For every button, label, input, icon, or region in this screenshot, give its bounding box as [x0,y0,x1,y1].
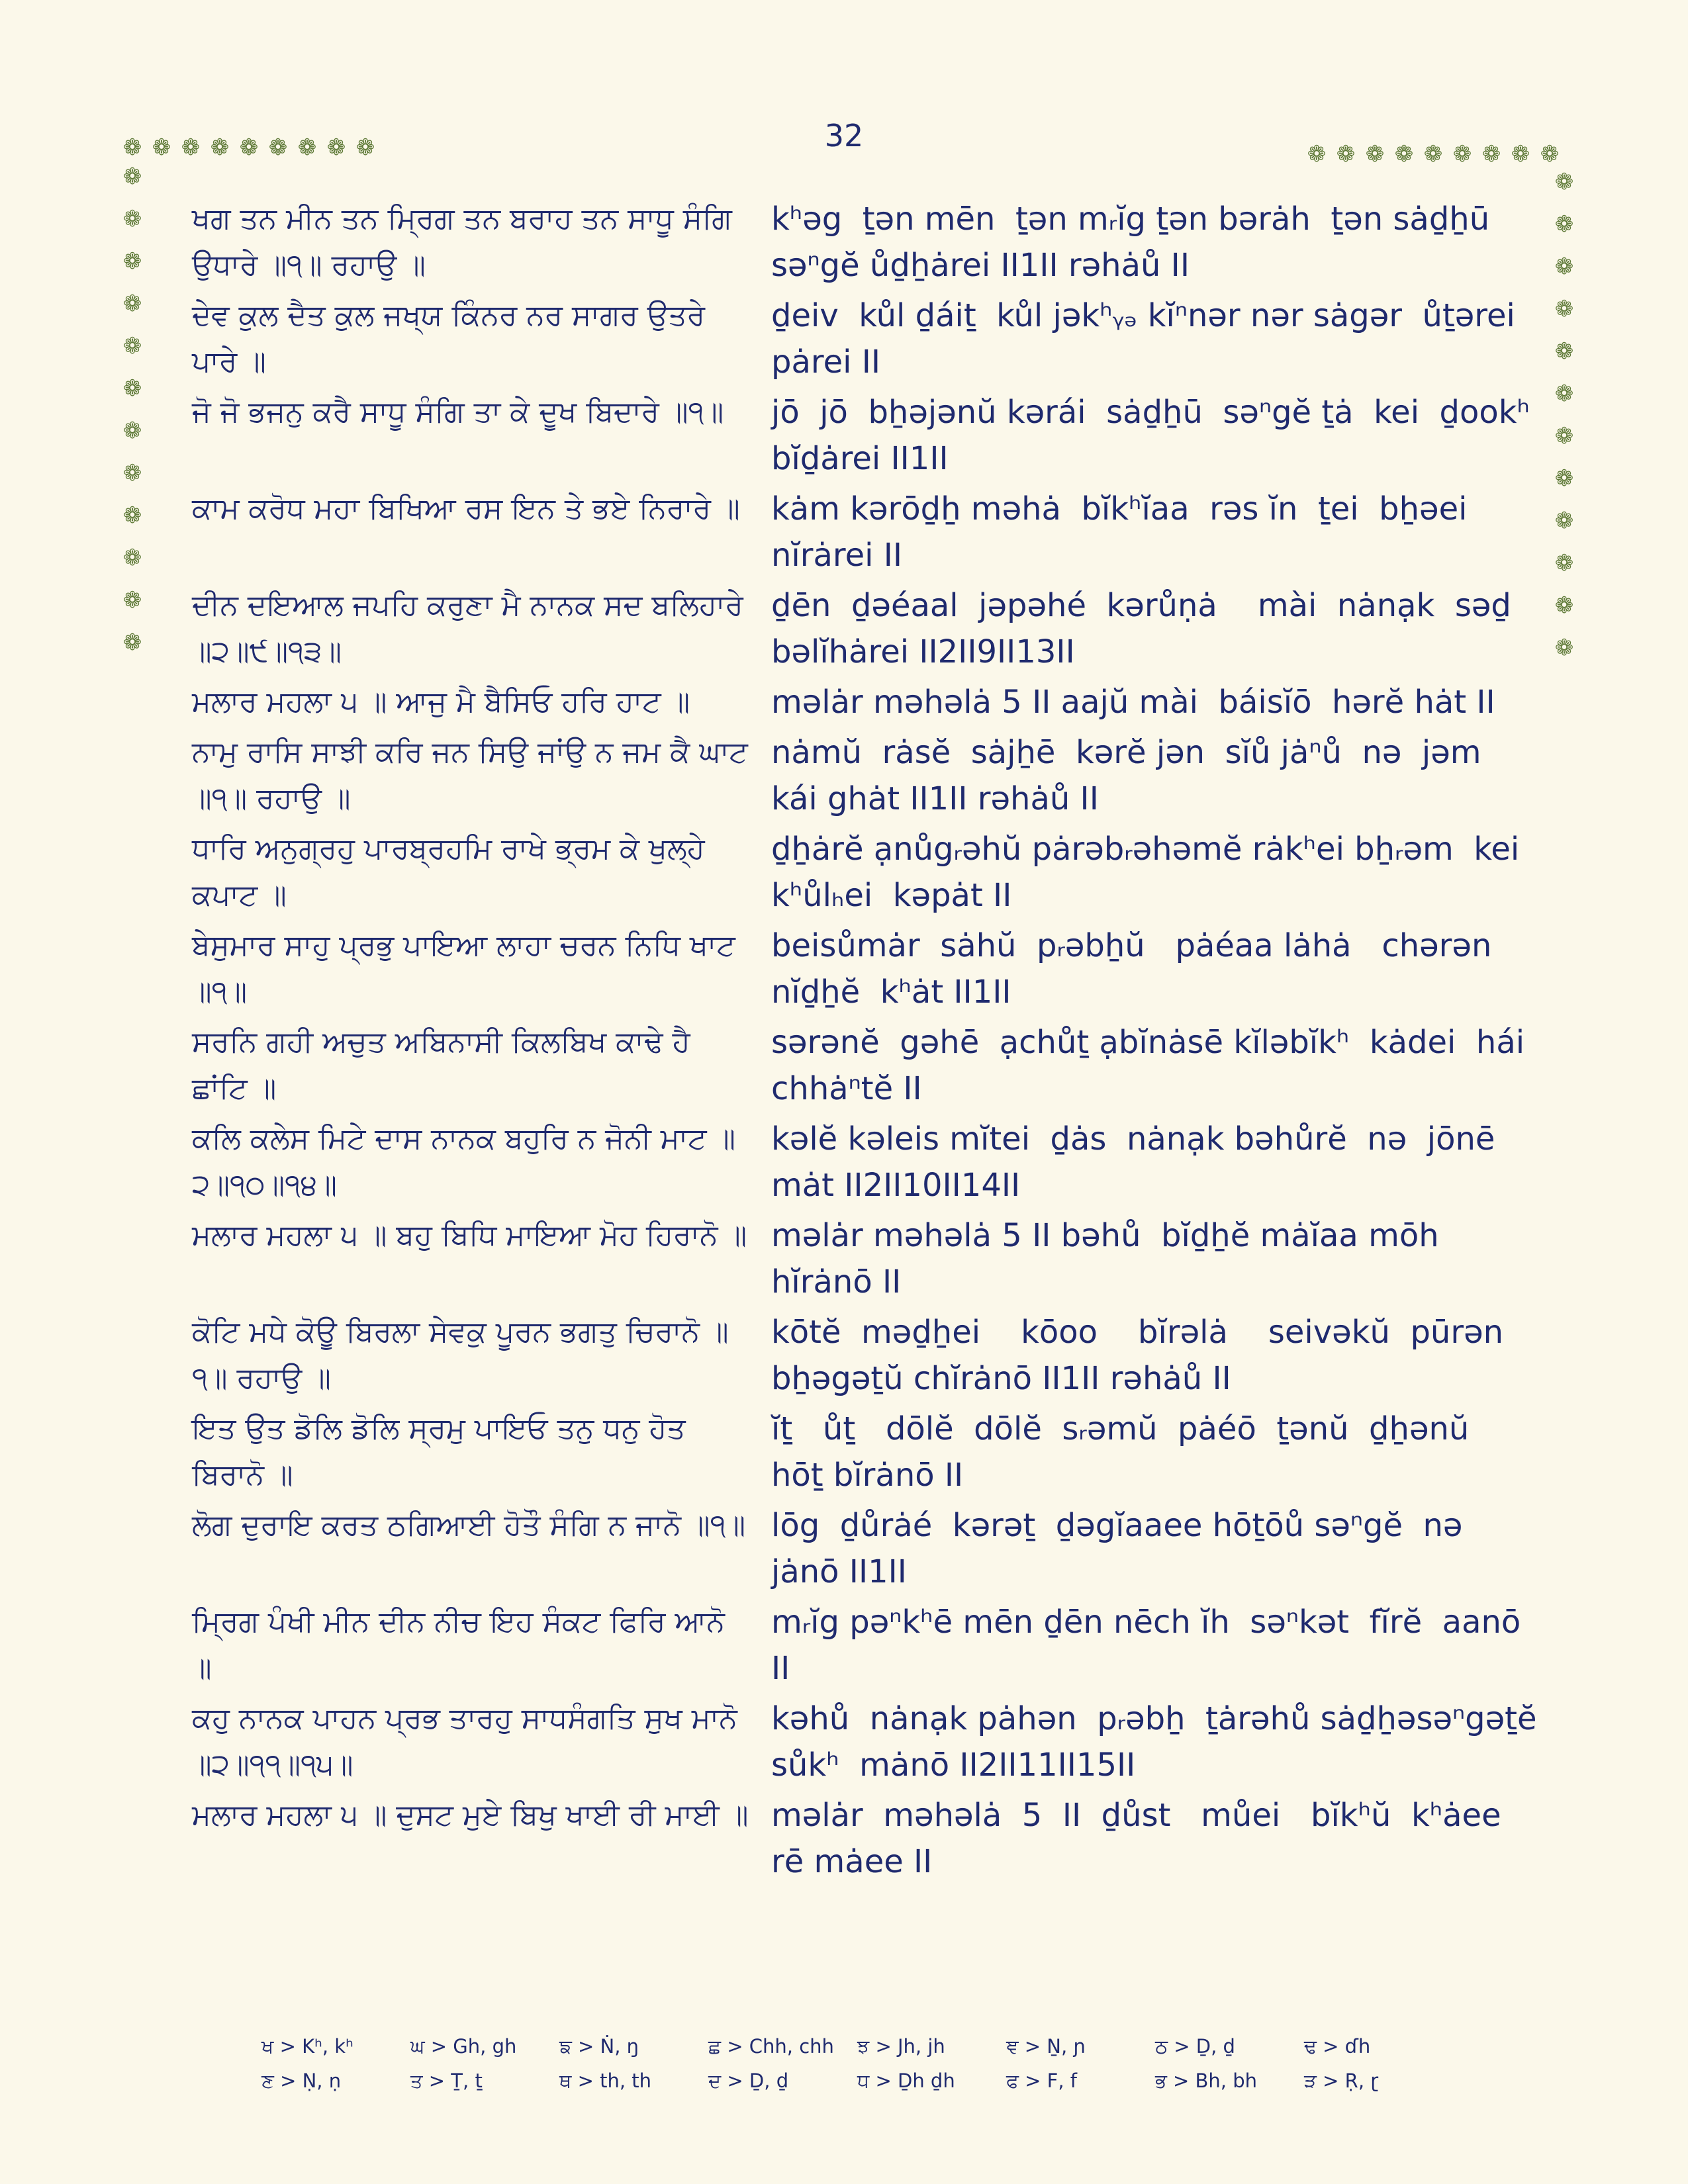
verse-row [185,1502,1542,1595]
verse-table [185,196,1547,1889]
transliteration-text: mᵣĭg pəⁿkʰē mēn ḏēn nēch ĭh səⁿkət fĭrĕ aanō II [771,1604,1531,1687]
flower-icon: ❁ [326,134,346,161]
transliteration-text: lōg ḏůrȧé kərəṯ ḏəgĭaaee hōṯōů səⁿgĕ nə jȧnō II1II [771,1507,1473,1590]
flower-icon: ❁ [1554,338,1574,365]
flower-icon: ❁ [1540,141,1560,167]
verse-row [185,486,1542,578]
flower-icon: ❁ [122,629,142,656]
transliteration-text: məlȧr məhəlȧ 5 II aajŭ mài báisĭō hərĕ hȧt II [771,684,1495,721]
flower-icon: ❁ [1554,211,1574,238]
transliteration-text: kəhů nȧnạk pȧhən pᵣəbẖ ṯȧrəhů sȧḏẖəsəⁿgəṯĕ sůkʰ mȧnō II2II11II15II [771,1700,1547,1784]
gurmukhi-text: ਖਗ ਤਨ ਮੀਨ ਤਨ ਮ੍ਰਿਗ ਤਨ ਬਰਾਹ ਤਨ ਸਾਧੂ ਸੰਗਿ ਉਧਾਰੇ ॥੧॥ ਰਹਾਉ ॥ [192,202,741,282]
verse-row [185,1212,1542,1305]
gurmukhi-text: ਸਰਨਿ ਗਹੀ ਅਚੁਤ ਅਬਿਨਾਸੀ ਕਿਲਬਿਖ ਕਾਢੇ ਹੈ ਛਾਂਟਿ ॥ [192,1025,700,1105]
legend-item: ਖ > Kʰ, kʰ [261,2035,353,2058]
flower-icon: ❁ [1554,253,1574,280]
flower-icon: ❁ [122,502,142,529]
flower-icon: ❁ [1554,169,1574,195]
gurmukhi-text: ਦੇਵ ਕੁਲ ਦੈਤ ਕੁਲ ਜਖ੍ਯ ਕਿੰਨਰ ਨਰ ਸਾਗਰ ਉਤਰੇ ਪਾਰੇ ॥ [192,298,715,379]
verse-row [185,582,1542,675]
flower-icon: ❁ [1365,141,1385,167]
legend-item: ਦ > Ḏ, ḏ [708,2070,789,2092]
transliteration-text: ḏeiv kůl ḏáiṯ kůl jəkʰᵧₔ kĭⁿnər nər sȧgər ůṯərei pȧrei II [771,297,1526,381]
flower-icon: ❁ [122,134,142,161]
gurmukhi-text: ਇਤ ਉਤ ਡੋਲਿ ਡੋਲਿ ਸ੍ਰਮੁ ਪਾਇਓ ਤਨੁ ਧਨੁ ਹੋਤ ਬਿਰਾਨੋ ॥ [192,1412,695,1492]
verse-row [185,389,1542,482]
gurmukhi-text: ਧਾਰਿ ਅਨੁਗ੍ਰਹੁ ਪਾਰਬ੍ਰਹਮਿ ਰਾਖੇ ਭ੍ਰਮ ਕੇ ਖੁਲ੍ਹੇ ਕਪਾਟ ॥ [192,832,714,912]
flower-icon: ❁ [297,134,317,161]
verse-row [185,1019,1542,1112]
legend-item: ਝ > Jh, jh [857,2035,945,2058]
flower-icon: ❁ [122,291,142,317]
flower-icon: ❁ [122,248,142,275]
legend-item: ਥ > th, th [559,2070,652,2092]
gurmukhi-text: ਲੋਗ ਦੁਰਾਇ ਕਰਤ ਠਗਿਆਈ ਹੋਤੌ ਸੰਗਿ ਨ ਜਾਨੋ ॥੧॥ [192,1508,746,1542]
legend-item: ਛ > Chh, chh [708,2035,834,2058]
legend-item: ਠ > Ḏ, ḏ [1155,2035,1235,2058]
flower-icon: ❁ [122,545,142,571]
flower-icon: ❁ [1307,141,1327,167]
legend-item: ਫ > F, f [1006,2070,1077,2092]
gurmukhi-text: ਕਾਮ ਕਰੋਧ ਮਹਾ ਬਿਖਿਆ ਰਸ ਇਨ ਤੇ ਭਏ ਨਿਰਾਰੇ ॥ [192,492,740,525]
verse-row [185,679,1542,725]
transliteration-text: kəlĕ kəleis mĭtei ḏȧs nȧnạk bəhůrĕ nə jōnē mȧt II2II10II14II [771,1120,1515,1204]
flower-icon: ❁ [1554,465,1574,492]
legend-item: ਙ > Ṅ, ŋ [559,2035,639,2058]
gurmukhi-text: ਜੋ ਜੋ ਭਜਨੁ ਕਰੈ ਸਾਧੂ ਸੰਗਿ ਤਾ ਕੇ ਦੂਖ ਬਿਦਾਰੇ ॥੧॥ [192,395,724,429]
flower-icon: ❁ [355,134,375,161]
transliteration-text: məlȧr məhəlȧ 5 II bəhů bĭḏẖĕ mȧĭaa mōh hĭrȧnō II [771,1217,1449,1300]
legend-row [261,2070,1453,2104]
flower-icon: ❁ [122,333,142,359]
flower-icon: ❁ [1554,381,1574,407]
flower-icon: ❁ [1511,141,1530,167]
verse-row [185,293,1542,385]
gurmukhi-text: ਮ੍ਰਿਗ ਪੰਖੀ ਮੀਨ ਦੀਨ ਨੀਚ ਇਹ ਸੰਕਟ ਫਿਰਿ ਆਨੋ ॥ [192,1605,734,1685]
verse-row [185,1599,1542,1692]
legend-item: ਘ > Gh, gh [410,2035,517,2058]
transliteration-text: kȧm kərōḏẖ məhȧ bĭkʰĭaa rəs ĭn ṯei bẖəei nĭrȧrei II [771,490,1477,574]
flower-icon: ❁ [1554,635,1574,661]
flower-icon: ❁ [152,134,171,161]
flower-icon: ❁ [122,418,142,444]
flower-icon: ❁ [1336,141,1356,167]
legend-row [261,2035,1453,2070]
gurmukhi-text: ਮਲਾਰ ਮਹਲਾ ੫ ॥ ਦੁਸਟ ਮੁਏ ਬਿਖੁ ਖਾਈ ਰੀ ਮਾਈ ॥ [192,1798,749,1832]
flower-icon: ❁ [1481,141,1501,167]
flower-icon: ❁ [1554,423,1574,449]
gurmukhi-text: ਕਹੁ ਨਾਨਕ ਪਾਹਨ ਪ੍ਰਭ ਤਾਰਹੁ ਸਾਧਸੰਗਤਿ ਸੁਖ ਮਾਨੋ ॥੨॥੧੧॥੧੫॥ [192,1702,747,1782]
legend-item: ਧ > Ḏh ḏh [857,2070,955,2092]
transliteration-text: beisůmȧr sȧhŭ pᵣəbẖŭ pȧéaa lȧhȧ chərən nĭḏẖĕ kʰȧt II1II [771,927,1502,1011]
flower-icon: ❁ [239,134,259,161]
gurmukhi-text: ਨਾਮੁ ਰਾਸਿ ਸਾਝੀ ਕਰਿ ਜਨ ਸਿਉ ਜਾਂਉ ਨ ਜਮ ਕੈ ਘਾਟ ॥੧॥ ਰਹਾਉ ॥ [192,735,757,815]
transliteration-text: məlȧr məhəlȧ 5 II ḏůst můei bĭkʰŭ kʰȧee rē mȧee II [771,1797,1522,1880]
legend-item: ਭ > Bh, bh [1155,2070,1258,2092]
legend-item: ੜ > Ṛ, ɽ [1304,2070,1379,2092]
flower-icon: ❁ [1554,508,1574,534]
verse-row [185,1116,1542,1208]
gurmukhi-text: ਮਲਾਰ ਮਹਲਾ ੫ ॥ ਬਹੁ ਬਿਧਿ ਮਾਇਆ ਮੋਹ ਹਿਰਾਨੋ ॥ [192,1218,747,1252]
flower-icon: ❁ [1554,296,1574,322]
page-number: 32 [824,118,864,154]
legend-item: ਣ > Ṇ, ṇ [261,2070,342,2092]
flower-icon: ❁ [1423,141,1443,167]
transliteration-text: ḏẖȧrĕ ạnůgᵣəhŭ pȧrəbᵣəhəmĕ rȧkʰei bẖᵣəm kei kʰůlₕei kəpȧt II [771,831,1530,914]
transliteration-text: nȧmŭ rȧsĕ sȧjẖē kərĕ jən sĭů jȧⁿů nə jəm kái ghȧt II1II rəhȧů II [771,734,1502,817]
gurmukhi-text: ਕੋਟਿ ਮਧੇ ਕੋਊ ਬਿਰਲਾ ਸੇਵਕੁ ਪੂਰਨ ਭਗਤੁ ਚਿਰਾਨੋ ॥੧॥ ਰਹਾਉ ॥ [192,1315,729,1395]
transliteration-text: ḏēn ḏəéaal jəpəhé kərůṇȧ mài nȧnạk səḏ bəlĭhȧrei II2II9II13II [771,587,1522,670]
legend-item: ਞ > Ṉ, ɲ [1006,2035,1086,2058]
gurmukhi-text: ਬੇਸੁਮਾਰ ਸਾਹੁ ਪ੍ਰਭੁ ਪਾਇਆ ਲਾਹਾ ਚਰਨ ਨਿਧਿ ਖਾਟ ॥੧॥ [192,929,745,1009]
flower-icon: ❁ [122,375,142,402]
flower-icon: ❁ [122,163,142,190]
flower-icon: ❁ [268,134,288,161]
transliteration-text: jō jō bẖəjənŭ kərái sȧḏẖū səⁿgĕ ṯȧ kei ḏookʰ bĭḏȧrei II1II [771,394,1540,477]
verse-row [185,729,1542,822]
transliteration-legend [261,2035,1453,2104]
transliteration-text: ĭṯ ůṯ dōlĕ dōlĕ sᵣəmŭ pȧéō ṯənŭ ḏẖənŭ hōṯ bĭrȧnō II [771,1410,1489,1494]
verse-row [185,923,1542,1015]
flower-icon: ❁ [210,134,230,161]
verse-row [185,1696,1547,1788]
gurmukhi-text: ਦੀਨ ਦਇਆਲ ਜਪਹਿ ਕਰੁਣਾ ਮੈ ਨਾਨਕ ਸਦ ਬਲਿਹਾਰੇ ॥੨॥੯॥੧੩॥ [192,588,753,668]
flower-icon: ❁ [1554,592,1574,619]
transliteration-text: kōtĕ məḏẖei kōoo bĭrəlȧ seivəkŭ pūrən bẖəgəṯŭ chĭrȧnō II1II rəhȧů II [771,1314,1514,1397]
gurmukhi-text: ਮਲਾਰ ਮਹਲਾ ੫ ॥ ਆਜੁ ਮੈ ਬੈਸਿਓ ਹਰਿ ਹਾਟ ॥ [192,685,690,719]
verse-row [185,826,1542,919]
transliteration-text: kʰəg ṯən mēn ṯən mᵣĭg ṯən bərȧh ṯən sȧḏẖū səⁿgĕ ůḏẖȧrei II1II rəhȧů II [771,201,1500,284]
flower-icon: ❁ [1394,141,1414,167]
legend-item: ਤ > Ṯ, ṯ [410,2070,483,2092]
transliteration-text: sərənĕ gəhē ạchůṯ ạbĭnȧsē kĭləbĭkʰ kȧdei hái chhȧⁿtĕ II [771,1024,1535,1107]
flower-icon: ❁ [122,206,142,232]
gurmukhi-text: ਕਲਿ ਕਲੇਸ ਮਿਟੇ ਦਾਸ ਨਾਨਕ ਬਹੁਰਿ ਨ ਜੋਨੀ ਮਾਟ ॥੨॥੧੦॥੧੪॥ [192,1122,736,1202]
verse-row [185,196,1542,289]
verse-row [185,1309,1542,1402]
flower-icon: ❁ [1452,141,1472,167]
verse-row [185,1406,1542,1498]
flower-icon: ❁ [122,587,142,614]
verse-row [185,1792,1542,1885]
legend-item: ਢ > ɗh [1304,2035,1371,2058]
flower-icon: ❁ [1554,550,1574,576]
flower-icon: ❁ [122,460,142,486]
flower-icon: ❁ [181,134,201,161]
